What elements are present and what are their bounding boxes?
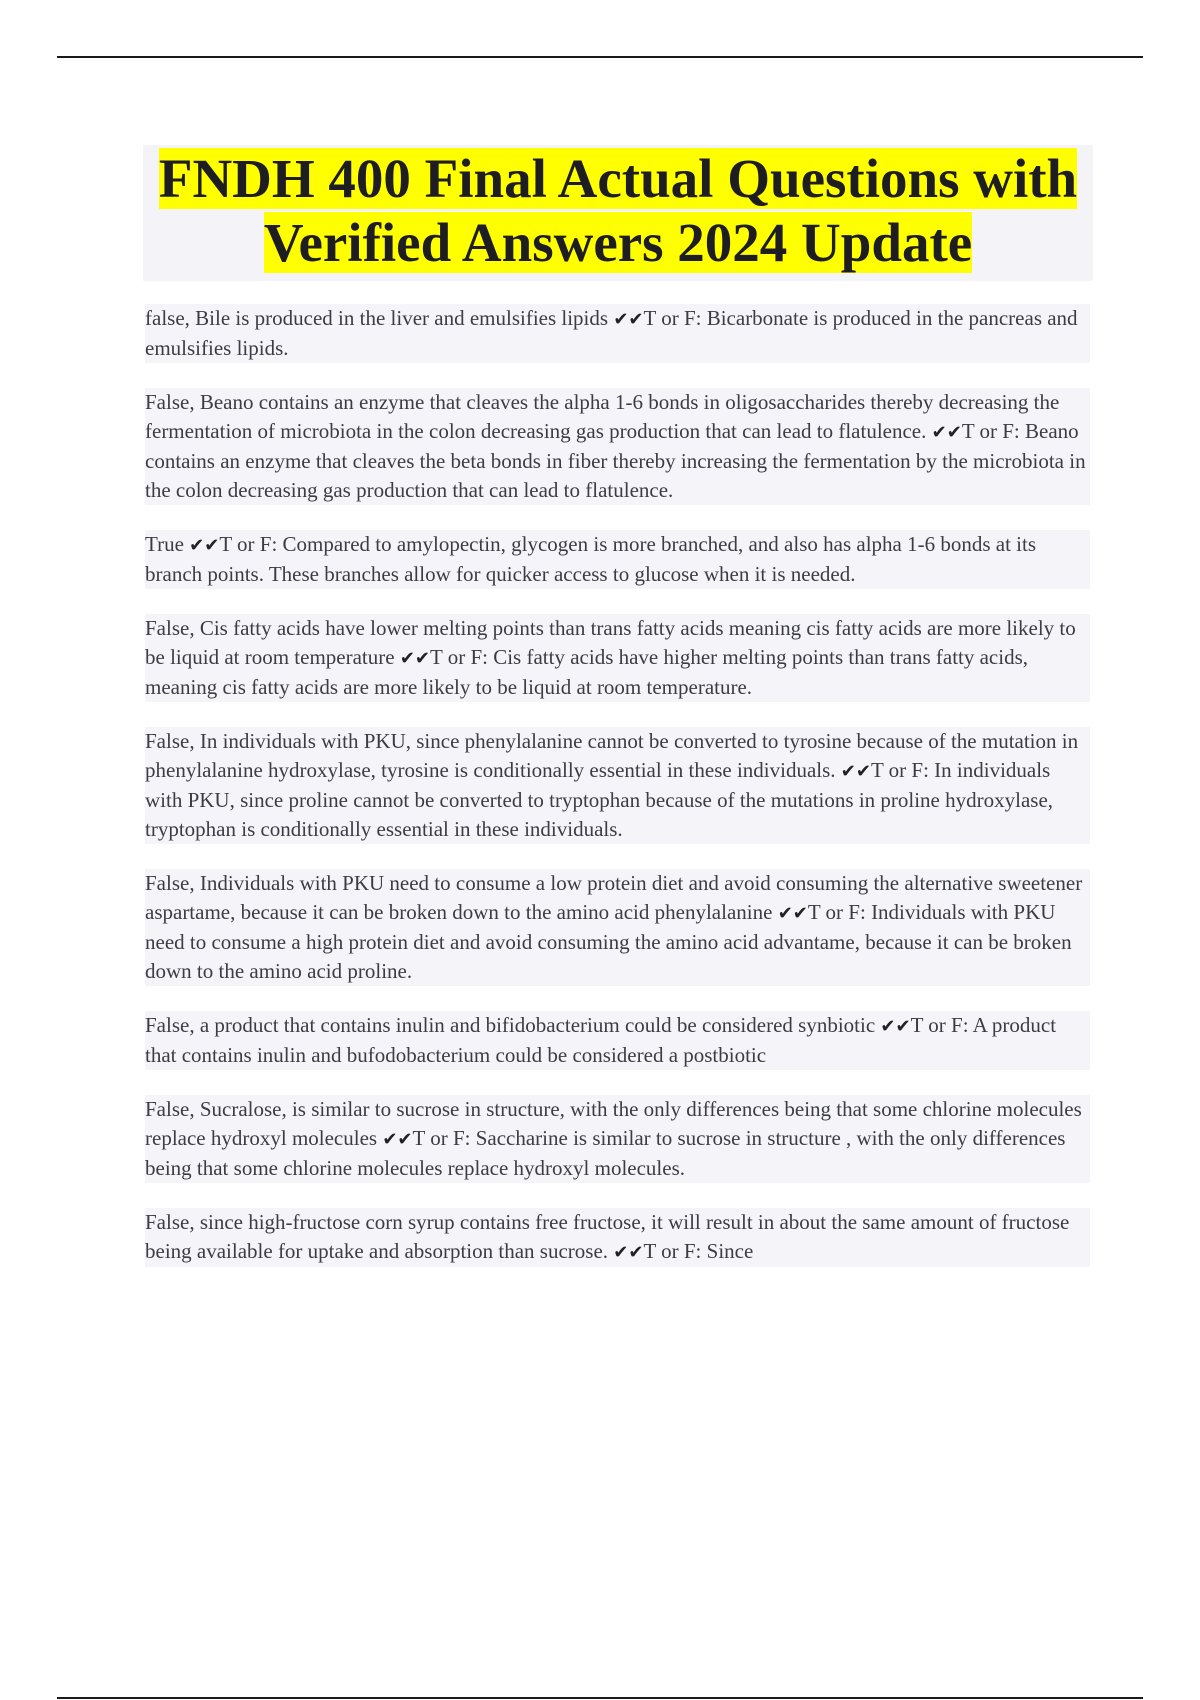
check-mark-icon: ✔✔: [880, 1016, 911, 1037]
qa-answer: False, Individuals with PKU need to consume a low protein diet and avoid consuming the alternative sweetener aspartame, because it can be broken down to the amino acid phenylalanine: [145, 871, 1083, 924]
qa-item: [145, 388, 1090, 505]
check-mark-icon: ✔✔: [840, 761, 871, 782]
qa-item: [145, 1011, 1090, 1070]
qa-question: T or F: A product that contains inulin and bufodobacterium could be considered a postbiotic: [145, 1013, 1057, 1067]
qa-question: T or F: Saccharine is similar to sucrose in structure , with the only differences being that some chlorine molecules replace hydroxyl molecules.: [145, 1126, 1066, 1180]
qa-answer: False, Beano contains an enzyme that cleaves the alpha 1-6 bonds in oligosaccharides thereby decreasing the fermentation of microbiota in the colon decreasing gas production that can lead to flatulence.: [145, 390, 1060, 443]
qa-item: [145, 614, 1090, 702]
qa-question: T or F: Beano contains an enzyme that cleaves the beta bonds in fiber thereby increasing the fermentation by the microbiota in the colon decreasing gas production that can lead to flatulence.: [145, 419, 1086, 502]
qa-item: [145, 530, 1090, 589]
qa-item: [145, 727, 1090, 844]
document-title-block: [143, 145, 1093, 281]
check-mark-icon: ✔✔: [382, 1129, 413, 1150]
qa-question: T or F: Compared to amylopectin, glycogen is more branched, and also has alpha 1-6 bonds at its branch points. These branches allow for quicker access to glucose when it is needed.: [145, 532, 1037, 586]
qa-item: [145, 869, 1090, 986]
check-mark-icon: ✔✔: [613, 309, 644, 330]
qa-item: [145, 304, 1090, 363]
qa-question: T or F: In individuals with PKU, since proline cannot be converted to tryptophan because of the mutations in proline hydroxylase, tryptophan is conditionally essential in these individuals.: [145, 758, 1054, 841]
qa-answer: False, Cis fatty acids have lower melting points than trans fatty acids meaning cis fatty acids are more likely to be liquid at room temperature: [145, 616, 1076, 669]
check-mark-icon: ✔✔: [613, 1242, 644, 1263]
qa-answer: False, In individuals with PKU, since phenylalanine cannot be converted to tyrosine because of the mutation in phenylalanine hydroxylase, tyrosine is conditionally essential in these individuals.: [145, 729, 1079, 782]
qa-answer: True: [145, 532, 184, 556]
document-title-text: FNDH 400 Final Actual Questions with Verified Answers 2024 Update: [158, 148, 1078, 273]
check-mark-icon: ✔✔: [189, 535, 220, 556]
qa-question: T or F: Bicarbonate is produced in the pancreas and emulsifies lipids.: [145, 306, 1078, 360]
qa-answer: False, Sucralose, is similar to sucrose in structure, with the only differences being that some chlorine molecules replace hydroxyl molecules: [145, 1097, 1082, 1150]
check-mark-icon: ✔✔: [931, 422, 962, 443]
bottom-rule: [57, 1697, 1143, 1699]
qa-list: [145, 304, 1090, 1292]
qa-item: [145, 1208, 1090, 1267]
top-rule: [57, 56, 1143, 58]
check-mark-icon: ✔✔: [399, 648, 431, 669]
qa-question: T or F: Cis fatty acids have higher melting points than trans fatty acids, meaning cis fatty acids are more likely to be liquid at room temperature.: [145, 645, 1029, 699]
qa-answer: False, a product that contains inulin and bifidobacterium could be considered synbiotic: [145, 1013, 876, 1037]
document-title: [143, 147, 1093, 275]
qa-question: T or F: Since: [643, 1239, 754, 1263]
qa-item: [145, 1095, 1090, 1183]
qa-answer: false, Bile is produced in the liver and emulsifies lipids: [145, 306, 609, 330]
qa-question: T or F: Individuals with PKU need to consume a high protein diet and avoid consuming the amino acid advantame, because it can be broken down to the amino acid proline.: [145, 900, 1072, 983]
check-mark-icon: ✔✔: [777, 903, 808, 924]
qa-answer: False, since high-fructose corn syrup contains free fructose, it will result in about the same amount of fructose being available for uptake and absorption than sucrose.: [145, 1210, 1070, 1263]
